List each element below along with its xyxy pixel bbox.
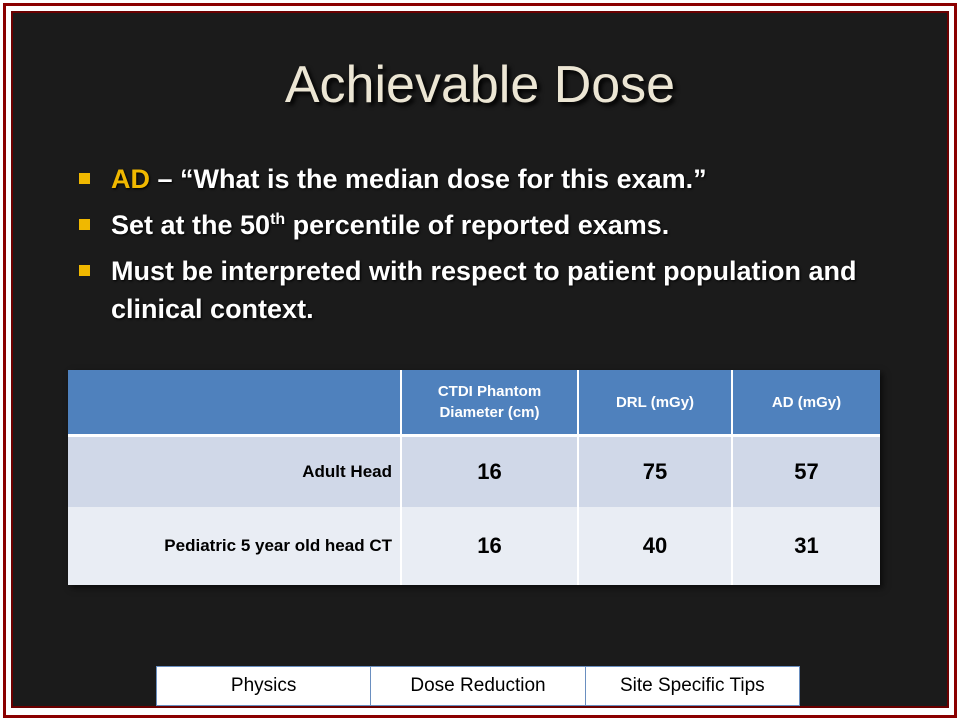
cell-ad: 31	[732, 507, 880, 585]
table-row	[68, 436, 880, 508]
header-empty-cell	[68, 370, 401, 436]
nav-bar	[156, 666, 800, 706]
bullet-item	[76, 252, 896, 328]
header-drl: DRL (mGy)	[578, 370, 732, 436]
nav-link-site-specific-tips[interactable]: Site Specific Tips	[619, 675, 765, 696]
slide-title: Achievable Dose	[284, 56, 676, 114]
nav-link-physics[interactable]: Physics	[157, 667, 371, 705]
header-ctdi-phantom-diameter: CTDI Phantom Diameter (cm)	[401, 370, 578, 436]
square-bullet-icon	[79, 265, 90, 276]
bullet-item	[76, 160, 896, 198]
table-header-row	[68, 370, 880, 436]
cell-drl: 40	[578, 507, 732, 585]
cell-diameter: 16	[401, 436, 578, 508]
header-ad: AD (mGy)	[732, 370, 880, 436]
bullet-text: Must be interpreted with respect to patient population and clinical context.	[111, 256, 857, 324]
square-bullet-icon	[79, 219, 90, 230]
row-label: Pediatric 5 year old head CT	[68, 507, 401, 585]
bullet-text: – “What is the median dose for this exam.”	[150, 164, 707, 194]
nav-link-dose-reduction[interactable]: Dose Reduction	[371, 667, 585, 705]
bullet-list	[76, 160, 896, 336]
table-row	[68, 507, 880, 585]
row-label: Adult Head	[68, 436, 401, 508]
bullet-text: Set at the 50	[111, 210, 271, 240]
cell-drl: 75	[578, 436, 732, 508]
cell-diameter: 16	[401, 507, 578, 585]
slide-content-area	[11, 11, 949, 708]
square-bullet-icon	[79, 173, 90, 184]
dose-table	[68, 370, 880, 585]
bullet-item	[76, 206, 896, 244]
bullet-superscript: th	[270, 211, 286, 228]
bullet-accent-term: AD	[111, 164, 150, 194]
cell-ad: 57	[732, 436, 880, 508]
bullet-text-after: percentile of reported exams.	[285, 210, 670, 240]
